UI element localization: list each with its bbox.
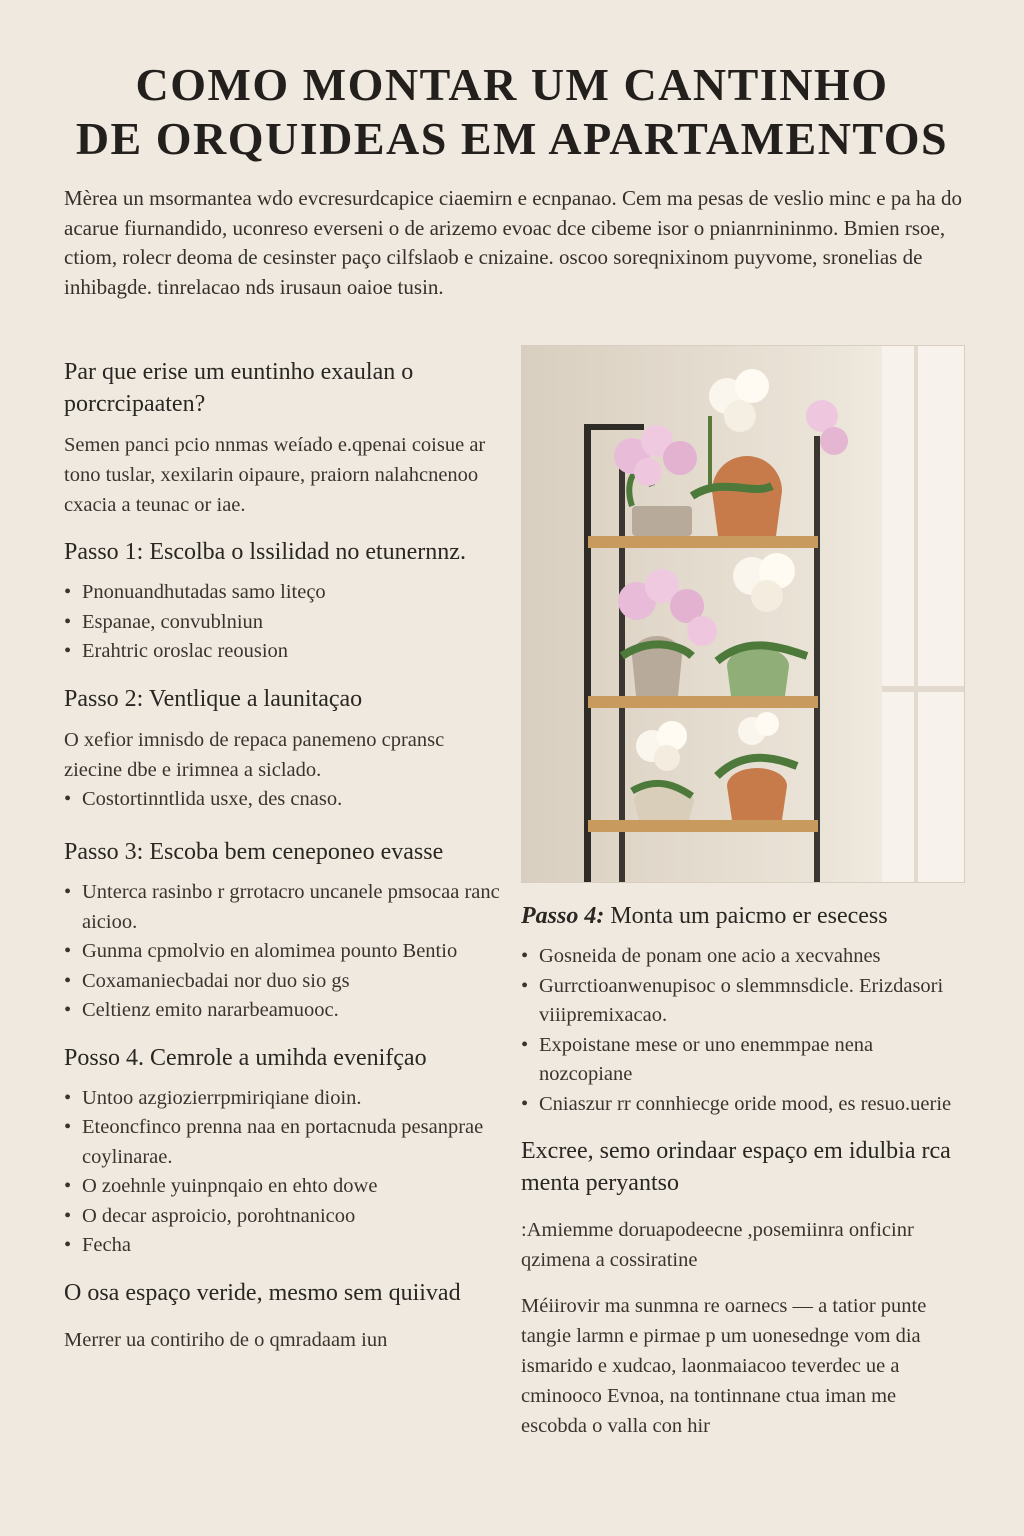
list-item: • Gosneida de ponam one acio a xecvahnes — [521, 942, 966, 972]
list-item: • Coxamaniecbadai nor duo sio gs — [64, 967, 504, 997]
intro-paragraph: Mèrea un msormantea wdo evcresurdcapice ciaemirn e ecnpanao. Cem ma pesas de veslio minc e pa ha do acarue fiurnandido, uconreso everseni o de arizemo evoac dce cibeme isor o pnianrnininmo. Bmien rsoe, ctiom, rolecr deoma de cesinster paço cilfslaob e cnizaine. oscoo soreqnixinom puyvome, sronelias de inhibagde. tinrelacao nds irusaun oaioe tusin. — [64, 186, 962, 299]
extra-heading: Excree, semo orindaar espaço em idulbia rca menta peryantso — [521, 1138, 951, 1196]
list-item: • Pnonuandhutadas samo liteço — [64, 578, 504, 608]
list-item: • Celtienz emito nararbeamuooc. — [64, 996, 504, 1026]
step-2-list — [64, 785, 504, 815]
section-text-why: Semen panci pcio nnmas weíado e.qpenai coisue ar tono tuslar, xexilarin oipaure, praiorn nalahcnenoo cxacia a teunac or iae. — [64, 434, 486, 516]
step-3-heading: Passo 3: Escoba bem ceneponeo evasse — [64, 839, 444, 865]
section-heading-why: Par que erise um euntinho exaulan o porcrcipaaten? — [64, 359, 414, 417]
step-1-heading: Passo 1: Escolba o lssilidad no etunernnz. — [64, 539, 466, 565]
step-3-list — [64, 878, 504, 1026]
step-2-heading: Passo 2: Ventlique a launitaçao — [64, 685, 363, 712]
orchid-shelf-photo — [521, 345, 965, 883]
step-4b-title: Monta um paicmo er esecess — [610, 903, 888, 929]
step-4-heading: Posso 4. Cemrole a umihda evenifçao — [64, 1044, 427, 1071]
left-column — [64, 356, 504, 1355]
space-heading: O osa espaço veride, mesmo sem quiivad — [64, 1279, 461, 1306]
list-item: • Eteoncfinco prenna naa en portacnuda pesanprae coylinarae. — [64, 1113, 504, 1172]
list-item: • Unterca rasinbo r grrotacro uncanele pmsocaa ranc aicioo. — [64, 878, 504, 937]
step-4b-list — [521, 942, 966, 1119]
step-4b-heading — [521, 900, 966, 932]
step-4-list — [64, 1084, 504, 1261]
list-item: • O decar asproicio, porohtnanicoo — [64, 1202, 504, 1232]
list-item: • Espanae, convublniun — [64, 608, 504, 638]
list-item: • Gunma cpmolvio en alomimea pounto Bentio — [64, 937, 504, 967]
extra-text-1: :Amiemme doruapodeecne ,posemiinra onficinr qzimena a cossiratine — [521, 1219, 914, 1271]
list-item: • Untoo azgiozierrpmiriqiane dioin. — [64, 1084, 504, 1114]
list-item: • Fecha — [64, 1231, 504, 1261]
list-item: • O zoehnle yuinpnqaio en ehto dowe — [64, 1172, 504, 1202]
page-title — [0, 58, 1024, 166]
list-item: • Erahtric oroslac reousion — [64, 637, 504, 667]
extra-text-2: Méiirovir ma sunmna re oarnecs — a tatior punte tangie larmn e pirmae p um uonesednge vom dia ismarido e xudcao, laonmaiacoo teverdec ue a cminooco Evnoa, na tontinnane ctua iman me escobda o valla con hir — [521, 1295, 927, 1437]
page-title-line-2: DE ORQUIDEAS EM APARTAMENTOS — [75, 113, 949, 164]
list-item: • Costortinntlida usxe, des cnaso. — [64, 785, 504, 815]
page-title-line-1: COMO MONTAR UM CANTINHO — [135, 59, 889, 110]
step-2-text: O xefior imnisdo de repaca panemeno cpransc ziecine dbe e irimnea a siclado. — [64, 728, 445, 781]
space-text: Merrer ua contiriho de o qmradaam iun — [64, 1328, 388, 1351]
right-column — [521, 900, 966, 1441]
list-item: • Cniaszur rr connhiecge oride mood, es resuo.uerie — [521, 1090, 966, 1120]
step-4b-label: Passo 4: — [521, 903, 605, 929]
list-item: • Expoistane mese or uno enemmpae nena nozcopiane — [521, 1031, 966, 1090]
step-1-list — [64, 578, 504, 667]
list-item: • Gurrctioanwenupisoc o slemmnsdicle. Erizdasori viiipremixacao. — [521, 972, 966, 1031]
